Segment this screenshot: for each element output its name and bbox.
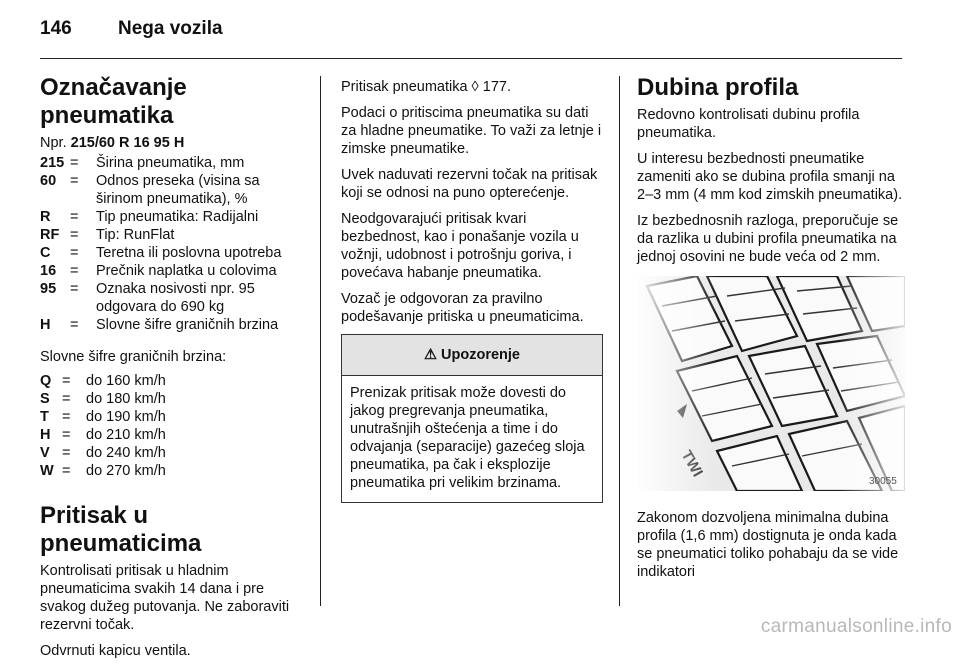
equals-sign: = xyxy=(70,209,79,225)
speed-code-row xyxy=(40,408,166,426)
definition-row xyxy=(40,154,305,172)
equals-sign: = xyxy=(70,173,79,189)
code-meaning: Slovne šifre graničnih brzina xyxy=(96,317,279,333)
code-meaning: Širina pneumatika, mm xyxy=(96,155,245,171)
tire-marking-heading: Označavanje pneumatika xyxy=(40,74,187,129)
code-meaning: do 160 km/h xyxy=(86,373,166,389)
code-meaning: Prečnik naplatka u colovima xyxy=(96,263,277,279)
equals-sign: = xyxy=(62,373,71,389)
column-middle xyxy=(341,78,603,503)
definition-row xyxy=(40,280,305,316)
definition-row xyxy=(40,244,305,262)
tire-pressure-heading: Pritisak u pneumaticima xyxy=(40,502,202,557)
code-meaning: do 270 km/h xyxy=(86,463,166,479)
warning-title: Upozorenje xyxy=(441,347,520,363)
code-meaning: Teretna ili poslovna upotreba xyxy=(96,245,282,261)
definition-row xyxy=(40,262,305,280)
speed-code-row xyxy=(40,462,166,480)
pressure-reference: Pritisak pneumatika ◊ 177. xyxy=(341,79,511,95)
code-key: C xyxy=(40,245,51,261)
code-meaning: Tip: RunFlat xyxy=(96,227,175,243)
code-key: W xyxy=(40,463,54,479)
warning-triangle-icon: ⚠ xyxy=(424,347,437,363)
column-divider-left xyxy=(320,76,321,606)
speed-codes-intro: Slovne šifre graničnih brzina: xyxy=(40,349,227,365)
code-key: 16 xyxy=(40,263,57,279)
speed-codes-list xyxy=(40,372,166,480)
equals-sign: = xyxy=(62,391,71,407)
tire-code-definitions xyxy=(40,154,305,334)
code-key: 215 xyxy=(40,155,65,171)
equals-sign: = xyxy=(70,227,79,243)
tread-paragraph-4: Zakonom dozvoljena minimalna dubina profila (1,6 mm) dostignuta je onda kada se pneumatici toliko pohabaju da se vide indikatori xyxy=(637,510,899,580)
code-key: T xyxy=(40,409,49,425)
definition-row xyxy=(40,226,305,244)
code-meaning: Odnos preseka (visina sa širinom pneumatika), % xyxy=(96,173,260,207)
column-left xyxy=(40,68,305,668)
tread-paragraph-3: Iz bezbednosnih razloga, preporučuje se da razlika u dubini profila pneumatika na jednoj osovini ne bude veća od 2 mm. xyxy=(637,213,899,265)
speed-code-row xyxy=(40,390,166,408)
equals-sign: = xyxy=(70,155,79,171)
warning-text: Prenizak pritisak može dovesti do jakog pregrevanja pneumatika, unutrašnjih oštećenja a time i do odvajanja (separacije) gazećeg sloja pneumatika, pa čak i eksplozije pneumatika pri velikim brzinama. xyxy=(350,385,585,491)
speed-code-row xyxy=(40,372,166,390)
equals-sign: = xyxy=(70,281,79,297)
equals-sign: = xyxy=(62,409,71,425)
spare-wheel-note: Uvek naduvati rezervni točak na pritisak koji se odnosi na puno opterećenje. xyxy=(341,167,598,201)
tread-depth-heading: Dubina profila xyxy=(637,74,799,101)
pressure-paragraph-2: Odvrnuti kapicu ventila. xyxy=(40,643,191,659)
definition-row xyxy=(40,316,305,334)
improper-pressure-note: Neodgovarajući pritisak kvari bezbednost, kao i ponašanje vozila u vožnji, udobnost i potrošnju goriva, i povećava habanje pneumatika. xyxy=(341,211,579,281)
code-meaning: do 240 km/h xyxy=(86,445,166,461)
code-key: R xyxy=(40,209,51,225)
equals-sign: = xyxy=(62,427,71,443)
code-key: 95 xyxy=(40,281,57,297)
code-meaning: Tip pneumatika: Radijalni xyxy=(96,209,259,225)
code-key: H xyxy=(40,427,51,443)
code-meaning: Oznaka nosivosti npr. 95 odgovara do 690 kg xyxy=(96,281,255,315)
driver-responsibility-note: Vozač je odgovoran za pravilno podešavanje pritiska u pneumaticima. xyxy=(341,291,584,325)
page-number: 146 xyxy=(40,18,72,39)
figure-number: 30055 xyxy=(869,476,897,487)
speed-code-row xyxy=(40,426,166,444)
code-key: 60 xyxy=(40,173,57,189)
tire-tread-illustration xyxy=(637,276,905,491)
code-key: H xyxy=(40,317,51,333)
column-divider-right xyxy=(619,76,620,606)
example-code: 215/60 R 16 95 H xyxy=(70,135,185,151)
tread-paragraph-1: Redovno kontrolisati dubinu profila pneumatika. xyxy=(637,107,860,141)
speed-code-row xyxy=(40,444,166,462)
code-meaning: do 190 km/h xyxy=(86,409,166,425)
equals-sign: = xyxy=(70,317,79,333)
equals-sign: = xyxy=(70,245,79,261)
page-header xyxy=(40,18,223,40)
site-watermark: carmanualsonline.info xyxy=(760,616,952,637)
code-meaning: do 180 km/h xyxy=(86,391,166,407)
example-prefix: Npr. xyxy=(40,135,67,151)
equals-sign: = xyxy=(62,463,71,479)
pressure-paragraph-1: Kontrolisati pritisak u hladnim pneumaticima svakih 14 dana i pre svakog dužeg putovanja. Ne zaboraviti rezervni točak. xyxy=(40,563,290,633)
equals-sign: = xyxy=(70,263,79,279)
equals-sign: = xyxy=(62,445,71,461)
warning-header xyxy=(342,335,602,376)
code-meaning: do 210 km/h xyxy=(86,427,166,443)
column-right xyxy=(637,68,907,589)
code-key: Q xyxy=(40,373,52,389)
header-rule xyxy=(40,58,902,59)
cold-tire-note: Podaci o pritiscima pneumatika su dati za hladne pneumatike. To važi za letnje i zimske pneumatike. xyxy=(341,105,602,157)
code-key: V xyxy=(40,445,50,461)
chapter-title: Nega vozila xyxy=(118,18,223,39)
tire-code-example xyxy=(40,134,305,152)
warning-box xyxy=(341,334,603,503)
tread-paragraph-2: U interesu bezbednosti pneumatike zameniti ako se dubina profila smanji na 2–3 mm (4 mm kod zimskih pneumatika). xyxy=(637,151,903,203)
code-key: RF xyxy=(40,227,60,243)
definition-row xyxy=(40,208,305,226)
definition-row xyxy=(40,172,305,208)
code-key: S xyxy=(40,391,50,407)
